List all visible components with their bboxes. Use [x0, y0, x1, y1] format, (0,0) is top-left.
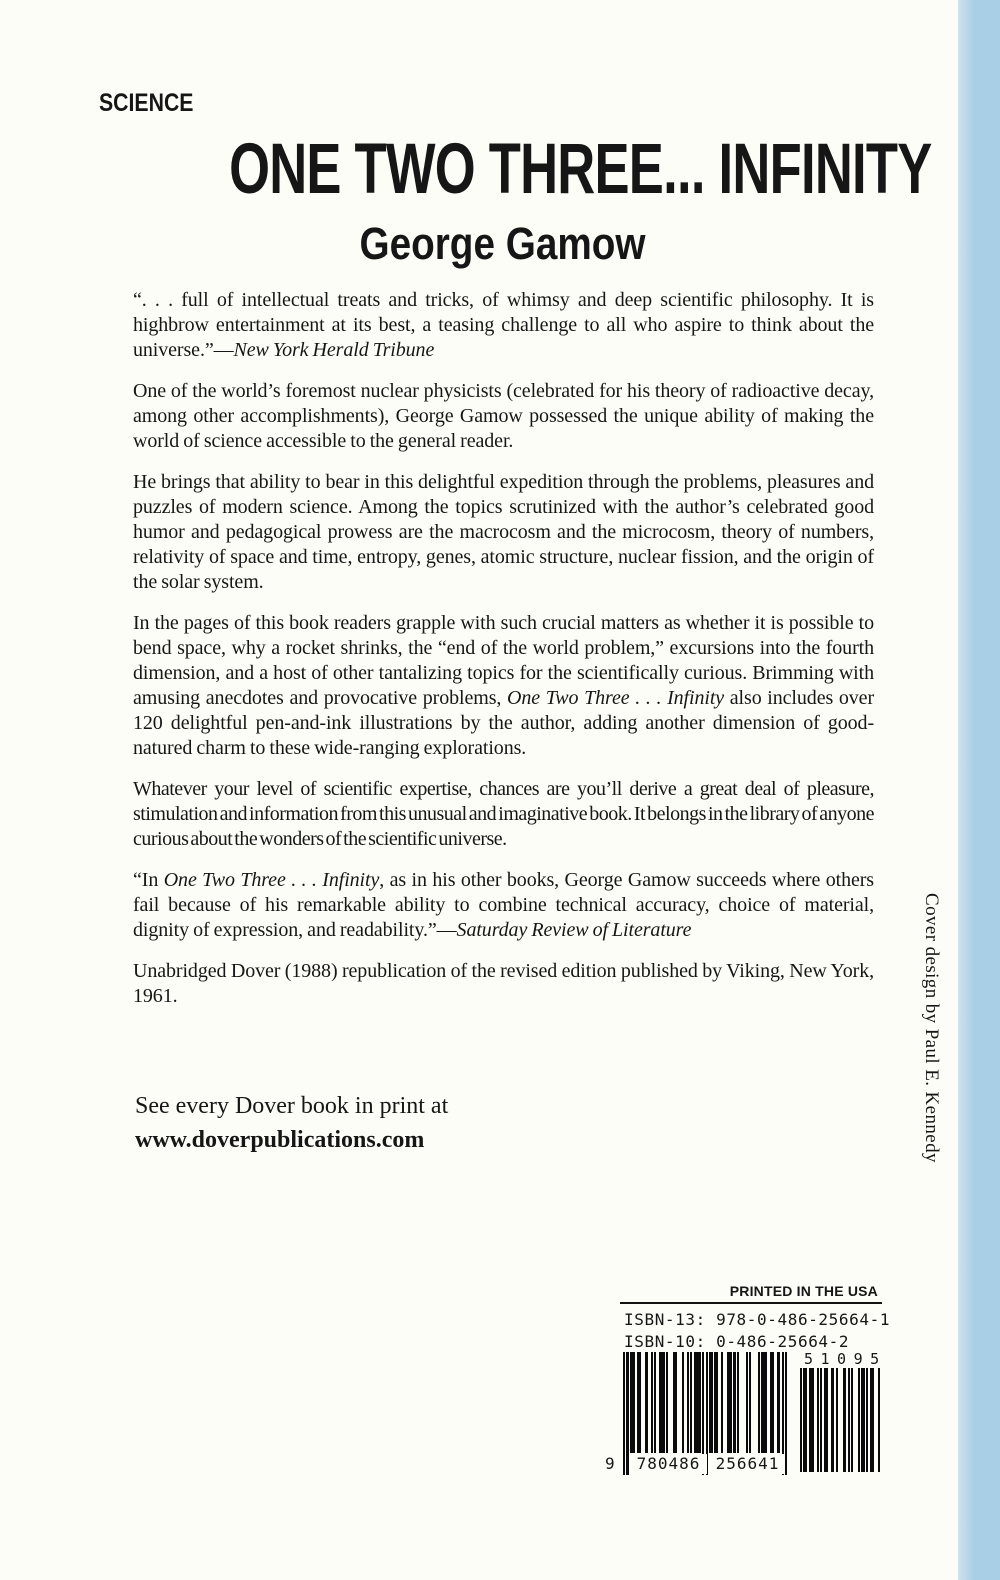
review-quote-herald-tribune [133, 288, 874, 363]
quote-source: New York Herald Tribune [233, 339, 435, 361]
book-title: ONE TWO THREE... INFINITY [229, 130, 932, 209]
para-about-author: One of the world’s foremost nuclear physicists (celebrated for his theory of radioactive decay, among other accomplishments), George Gamow possessed the unique ability of making the world of science accessible to the general reader. [133, 380, 874, 452]
edition-note: Unabridged Dover (1988) republication of the revised edition published by Viking, New York, 1961. [133, 960, 874, 1007]
supplement-barcode-digits: 51095 [804, 1350, 887, 1368]
quote-open: “In [133, 869, 164, 891]
supplement-barcode [800, 1368, 880, 1473]
quote-text: “. . . full of intellectual treats and tricks, of whimsy and deep scientific philosophy. It is highbrow entertainment at its best, a teasing challenge to all who aspire to think about the universe.”— [133, 289, 874, 361]
barcode-digit-group2: 256641 [710, 1454, 785, 1474]
para-contents-text: In the pages of this book readers grapple with such crucial matters as whether it is possible to bend space, why a rocket shrinks, the “end of the world problem,” excursions into the fourth dimension, and a host of other tantalizing topics for the scientifically curious. Brimming with amusing anecdotes and provocative problems, [133, 612, 874, 709]
isbn13-text: ISBN-13: 978-0-486-25664-1 [624, 1310, 891, 1329]
book-title-italic-2: One Two Three . . . Infinity [163, 869, 380, 891]
isbn-divider-rule [620, 1302, 882, 1304]
dover-url: www.doverpublications.com [135, 1127, 425, 1153]
back-cover-text [133, 288, 874, 1025]
spine-blue-strip [958, 0, 1000, 1580]
quote-source-2: Saturday Review of Literature [456, 919, 692, 941]
quote-text-2: , as in his other books, George Gamow succeeds where others fail because of his remarkable ability to combine technical accuracy, choice of material, dignity of expression, and readability.”— [133, 869, 874, 941]
para-topics: He brings that ability to bear in this delightful expedition through the problems, pleasures and puzzles of modern science. Among the topics scrutinized with the author’s celebrated good humor and pedagogical prowess are the macrocosm and the microcosm, theory of numbers, relativity of space and time, entropy, genes, atomic structure, nuclear fission, and the origin of the solar system. [133, 471, 874, 593]
isbn10-text: ISBN-10: 0-486-25664-2 [624, 1332, 850, 1351]
cover-design-credit: Cover design by Paul E. Kennedy [921, 893, 942, 1163]
para-contents [133, 611, 874, 761]
isbn-barcode [605, 1352, 787, 1478]
barcode-digit-group1: 780486 [630, 1454, 707, 1474]
book-author: George Gamow [359, 218, 646, 269]
supplement-barcode-bars [800, 1368, 880, 1473]
book-title-italic: One Two Three . . . Infinity [507, 687, 725, 709]
printed-in-usa-label: PRINTED IN THE USA [729, 1283, 878, 1299]
dover-tagline: See every Dover book in print at [135, 1093, 449, 1119]
para-contents-text-2: also includes over 120 delightful pen-and-ink illustrations by the author, adding another dimension of good-natured charm to these wide-ranging explorations. [133, 687, 875, 759]
category-label: SCIENCE [99, 89, 194, 117]
para-appeal: Whatever your level of scientific expertise, chances are you’ll derive a great deal of pleasure, stimulation and information from this unusual and imaginative book. It belongs in the library of anyone curious about the wonders of the scientific universe. [133, 778, 874, 850]
review-quote-saturday-review [133, 868, 874, 943]
barcode-digit-leading: 9 [605, 1454, 615, 1473]
